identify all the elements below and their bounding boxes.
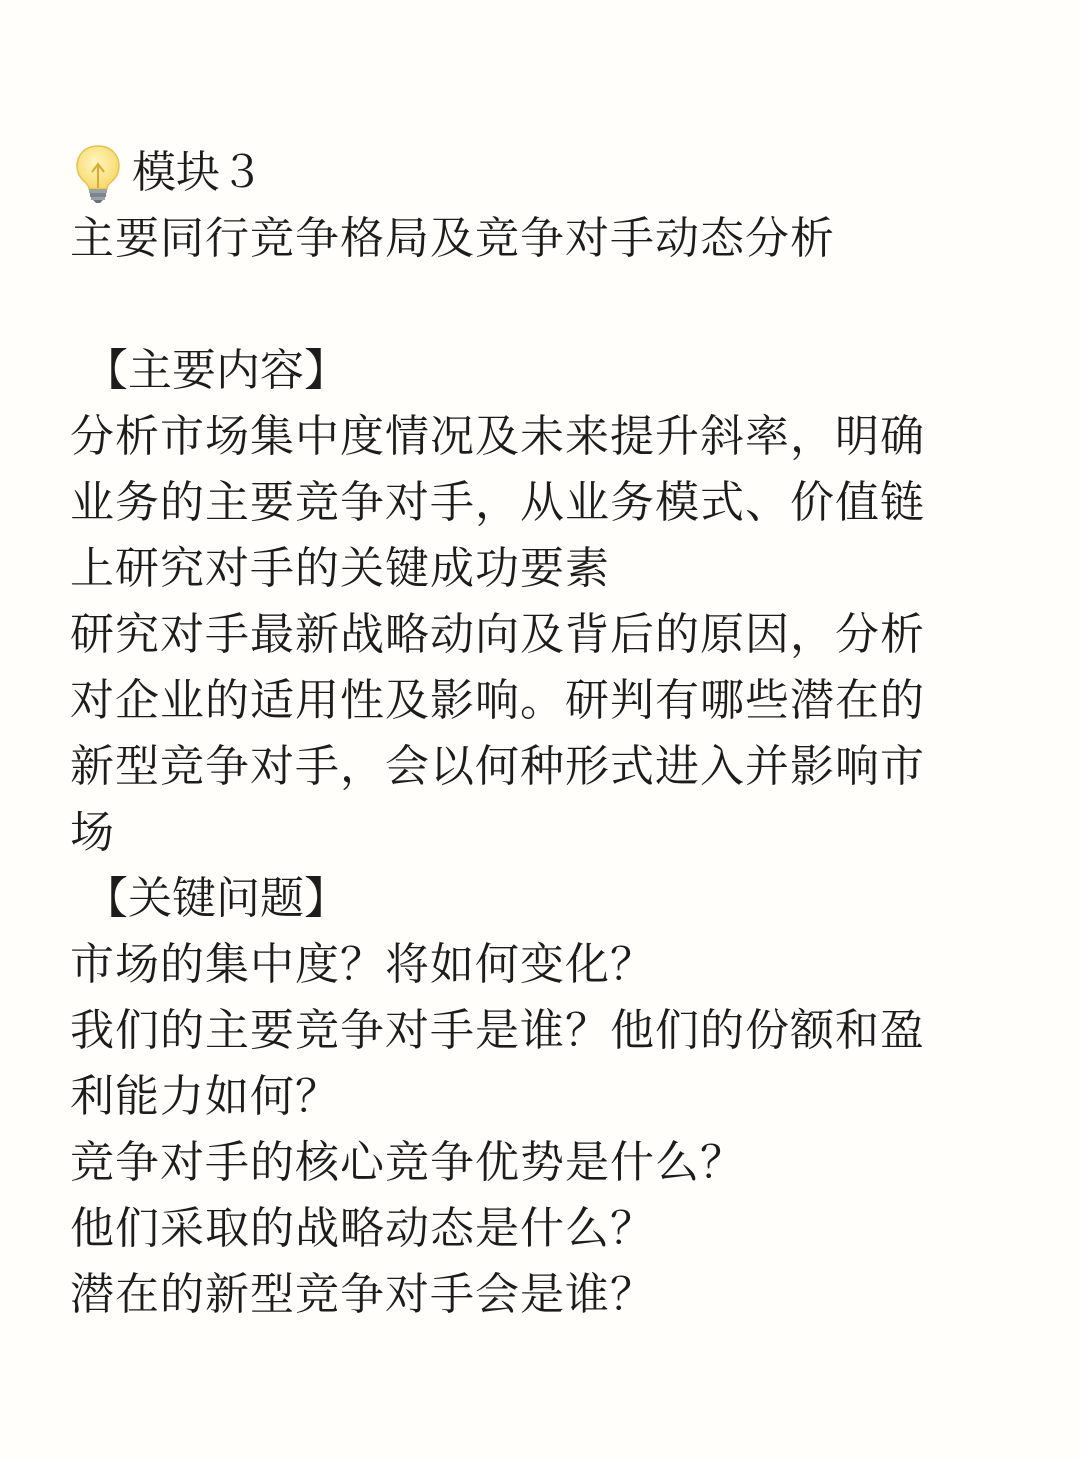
- module-label: 模块３: [132, 147, 264, 198]
- key-question-line: 市场的集中度？将如何变化？: [70, 939, 655, 990]
- main-content-line: 业务的主要竞争对手，从业务模式、价值链: [70, 477, 925, 528]
- key-question-line: 竞争对手的核心竞争优势是什么？: [70, 1137, 745, 1188]
- lightbulb-icon: [70, 142, 126, 204]
- main-content-line: 研究对手最新战略动向及背后的原因，分析: [70, 609, 925, 660]
- module-title-row: [70, 140, 1010, 206]
- key-question-line: 利能力如何？: [70, 1071, 340, 1122]
- key-questions-heading: 【关键问题】: [84, 873, 348, 924]
- key-question-line: 我们的主要竞争对手是谁？他们的份额和盈: [70, 1005, 925, 1056]
- main-content-line: 新型竞争对手，会以何种形式进入并影响市: [70, 741, 925, 792]
- main-content-line: 上研究对手的关键成功要素: [70, 543, 610, 594]
- main-content-line: 场: [70, 807, 115, 858]
- key-question-line: 他们采取的战略动态是什么？: [70, 1203, 655, 1254]
- main-content-line: 分析市场集中度情况及未来提升斜率，明确: [70, 411, 925, 462]
- main-content-line: 对企业的适用性及影响。研判有哪些潜在的: [70, 675, 925, 726]
- key-question-line: 潜在的新型竞争对手会是谁？: [70, 1269, 655, 1320]
- main-content-heading: 【主要内容】: [84, 345, 348, 396]
- module-subtitle: 主要同行竞争格局及竞争对手动态分析: [70, 213, 835, 264]
